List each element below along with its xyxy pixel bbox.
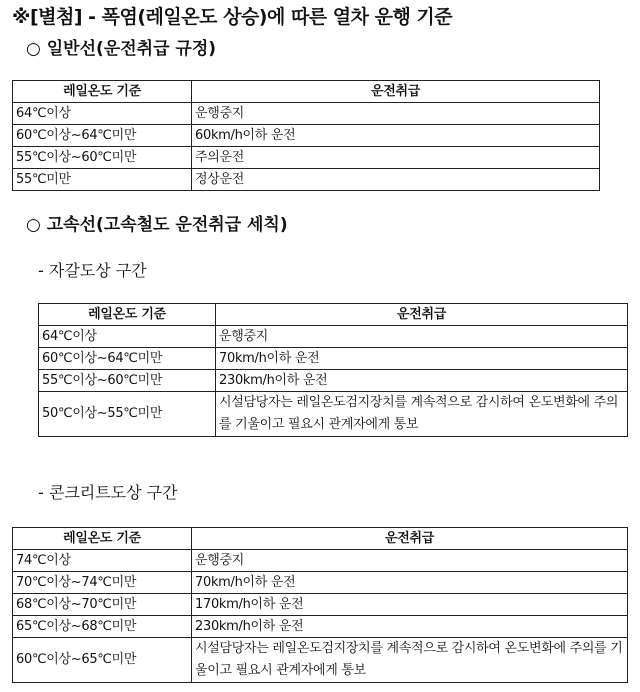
- cell: 68℃이상~70℃미만: [13, 594, 192, 616]
- table-row: [13, 594, 628, 616]
- cell: 70km/h이하 운전: [216, 348, 628, 370]
- cell: 60℃이상~64℃미만: [13, 125, 192, 147]
- cell: 운행중지: [216, 326, 628, 348]
- table-row: [13, 125, 600, 147]
- general-line-table: [12, 80, 600, 191]
- cell: 55℃이상~60℃미만: [39, 370, 216, 392]
- cell: 시설담당자는 레일온도검지장치를 계속적으로 감시하여 온도변화에 주의를 기울이고 필요시 관계자에게 통보: [216, 392, 628, 437]
- table-row: [13, 103, 600, 125]
- cell: 60℃이상~65℃미만: [13, 638, 192, 683]
- table-row: [39, 348, 628, 370]
- cell: 74℃이상: [13, 550, 192, 572]
- table-row: [13, 638, 628, 683]
- cell: 운행중지: [192, 103, 600, 125]
- cell: 55℃미만: [13, 169, 192, 191]
- section-heading-general-line: ○ 일반선(운전취급 규정): [26, 39, 217, 59]
- column-header: 레일온도 기준: [13, 528, 192, 550]
- table-row: [39, 370, 628, 392]
- cell: 주의운전: [192, 147, 600, 169]
- ballast-track-table: [38, 303, 628, 437]
- cell: 운행중지: [192, 550, 628, 572]
- subsection-heading-ballast: - 자갈도상 구간: [38, 261, 147, 280]
- table-row: [39, 326, 628, 348]
- cell: 70km/h이하 운전: [192, 572, 628, 594]
- table-row: [13, 169, 600, 191]
- table-row: [13, 550, 628, 572]
- table-row: [13, 572, 628, 594]
- column-header: 운전취급: [216, 304, 628, 326]
- cell: 65℃이상~68℃미만: [13, 616, 192, 638]
- cell: 230km/h이하 운전: [216, 370, 628, 392]
- subsection-heading-concrete: - 콘크리트도상 구간: [38, 483, 178, 502]
- cell: 55℃이상~60℃미만: [13, 147, 192, 169]
- cell: 64℃이상: [39, 326, 216, 348]
- cell: 64℃이상: [13, 103, 192, 125]
- table-row: [13, 147, 600, 169]
- column-header: 운전취급: [192, 528, 628, 550]
- cell: 시설담당자는 레일온도검지장치를 계속적으로 감시하여 온도변화에 주의를 기울이고 필요시 관계자에게 통보: [192, 638, 628, 683]
- cell: 50℃이상~55℃미만: [39, 392, 216, 437]
- column-header: 운전취급: [192, 81, 600, 103]
- column-header: 레일온도 기준: [13, 81, 192, 103]
- concrete-track-table: [12, 527, 628, 683]
- cell: 60km/h이하 운전: [192, 125, 600, 147]
- cell: 정상운전: [192, 169, 600, 191]
- cell: 170km/h이하 운전: [192, 594, 628, 616]
- table-row: [13, 616, 628, 638]
- table-row: [39, 392, 628, 437]
- section-heading-high-speed-line: ○ 고속선(고속철도 운전취급 세칙): [26, 215, 288, 235]
- cell: 60℃이상~64℃미만: [39, 348, 216, 370]
- column-header: 레일온도 기준: [39, 304, 216, 326]
- cell: 70℃이상~74℃미만: [13, 572, 192, 594]
- document-title: ※[별첨] - 폭염(레일온도 상승)에 따른 열차 운행 기준: [12, 6, 453, 28]
- cell: 230km/h이하 운전: [192, 616, 628, 638]
